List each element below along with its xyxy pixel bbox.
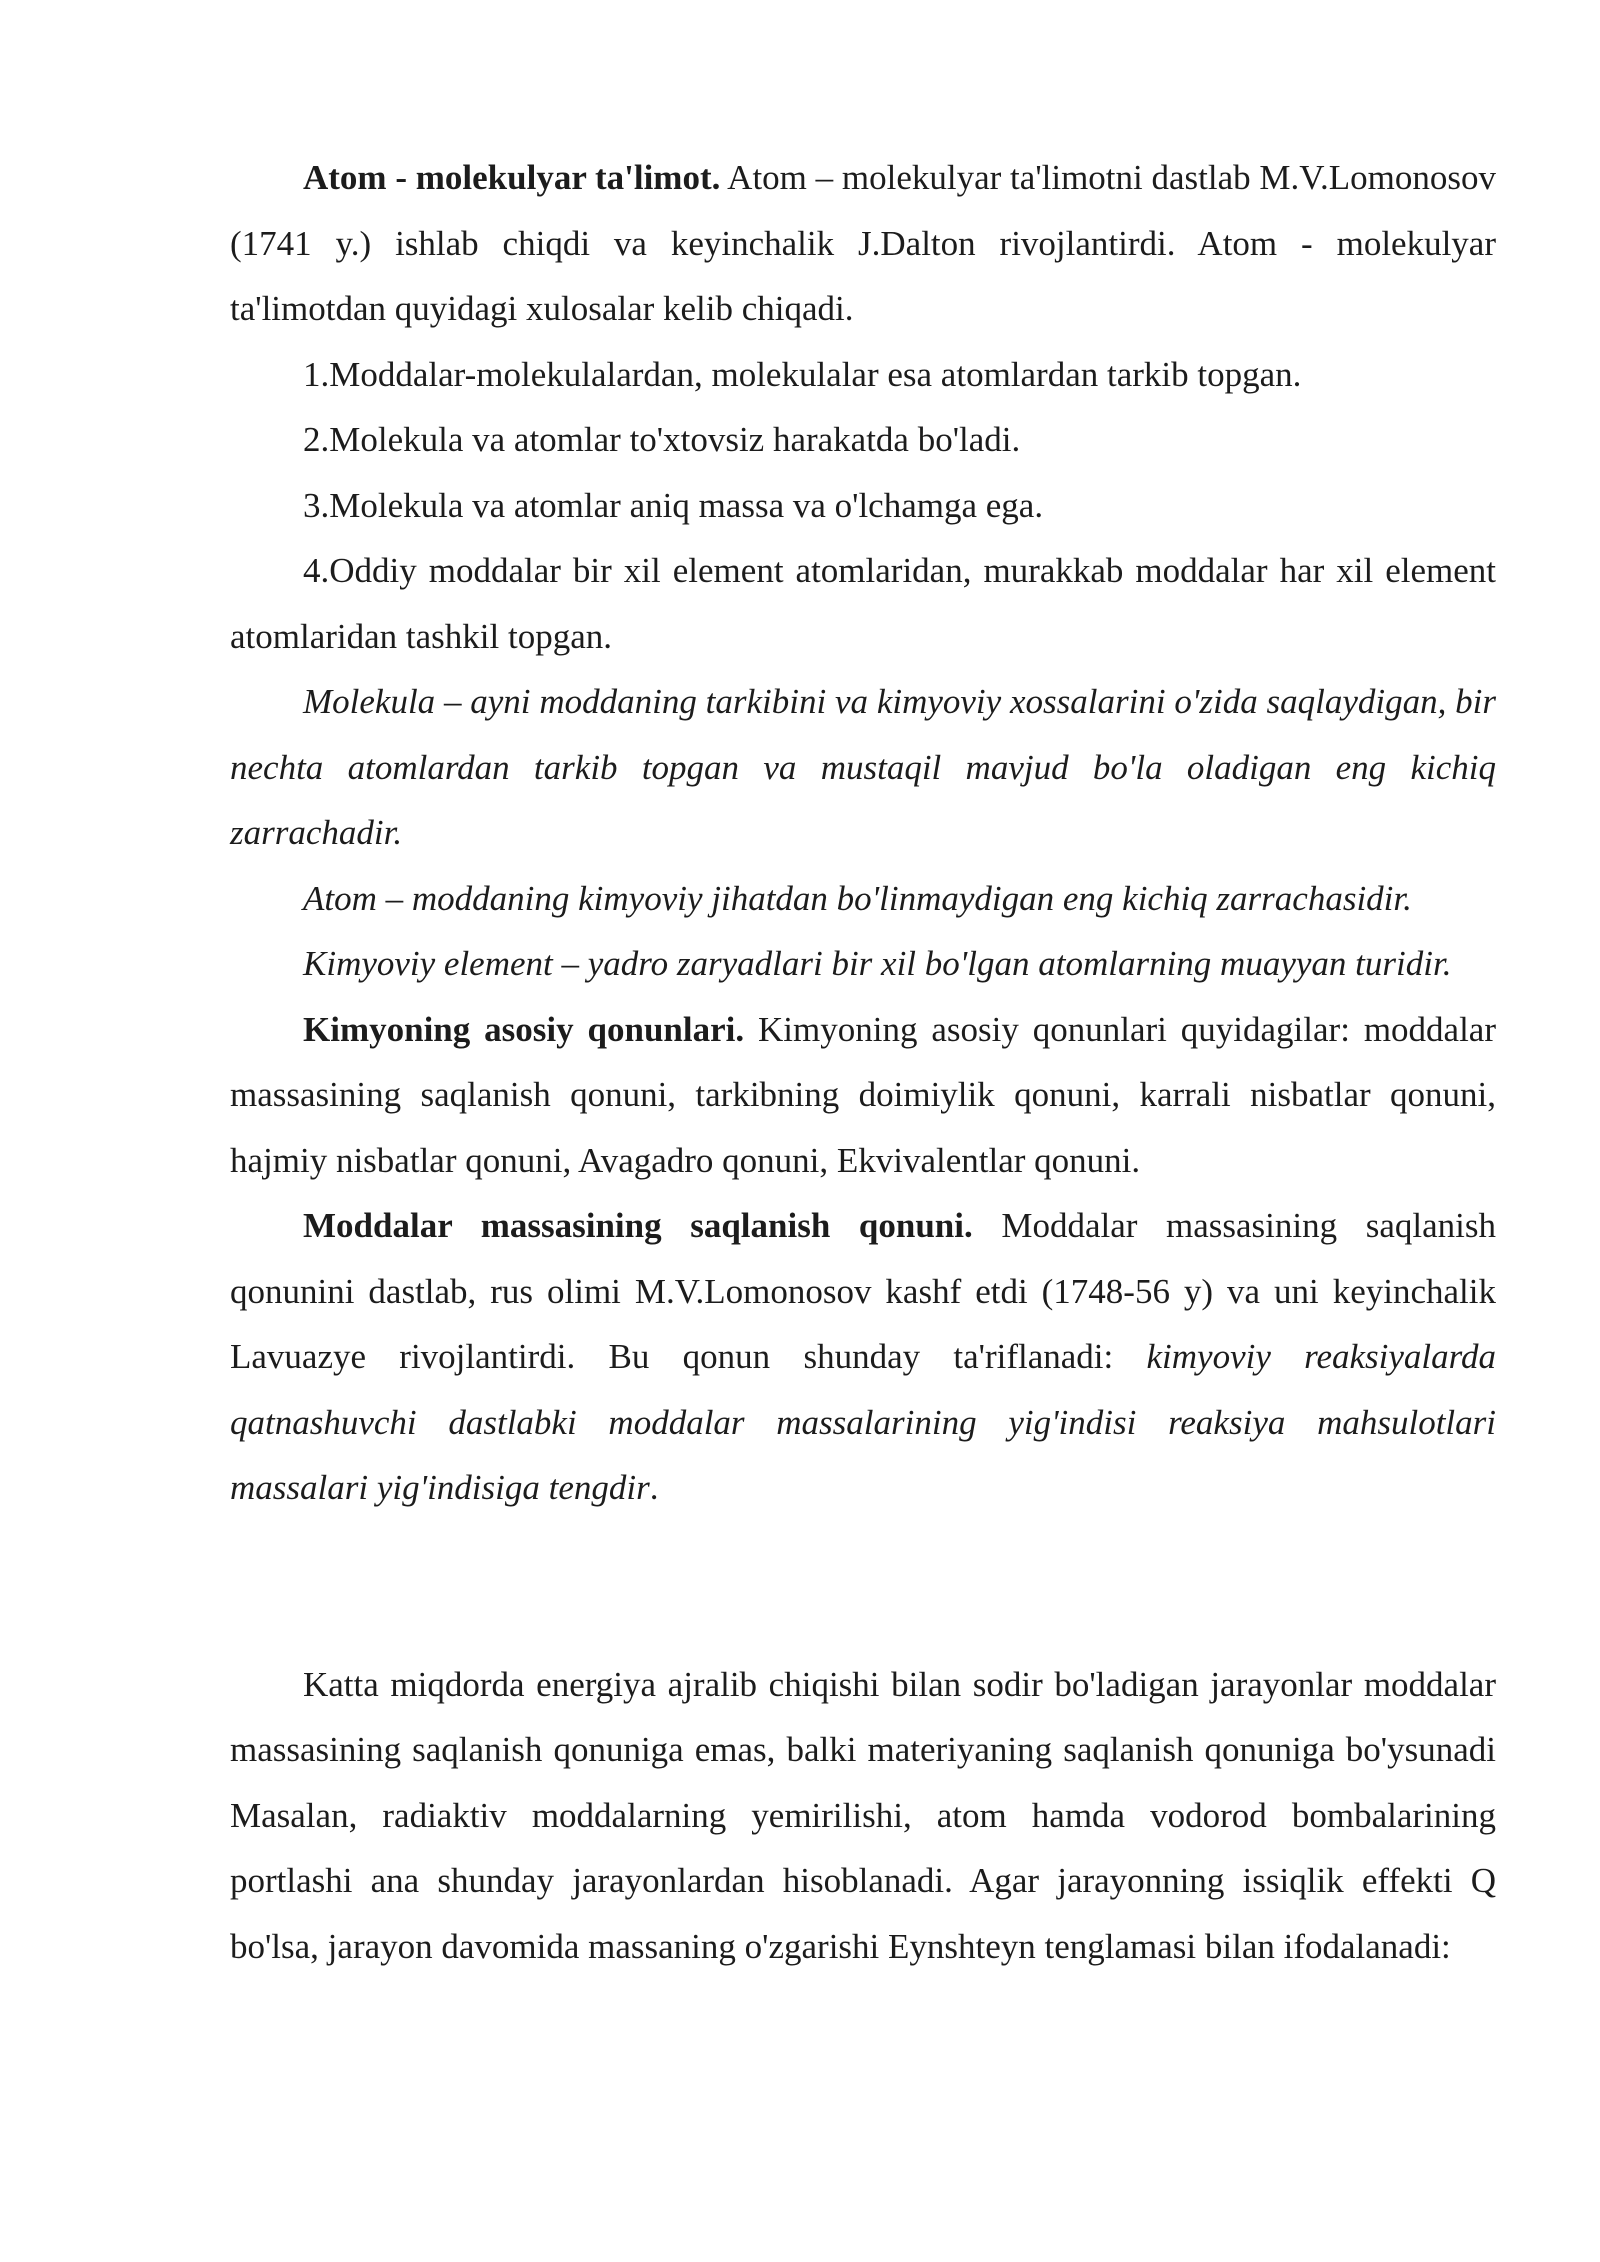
paragraph-text: Atom – molekulyar ta'limotni dastlab M.V.Lomonosov (1741 y.) ishlab chiqdi va keyinchalik J.Dalton rivojlantirdi. Atom - molekulyar ta'limotdan quyidagi xulosalar kelib chiqadi. [230, 158, 1496, 328]
heading-mass-conservation: Moddalar massasining saqlanish qonuni. [303, 1206, 973, 1245]
list-item-1: 1.Moddalar-molekulalardan, molekulalar esa atomlardan tarkib topgan. [303, 354, 1302, 394]
paragraph-basic-laws [230, 997, 1496, 1194]
paragraph-text: Moddalar massasining saqlanish qonunini dastlab, rus olimi M.V.Lomonosov kashf etdi (1748-56 y) va uni keyinchalik Lavuazye rivojlantirdi. Bu qonun shunday ta'riflanadi: [230, 1206, 1496, 1376]
paragraph-mass-conservation [230, 1193, 1496, 1521]
document-page [230, 145, 1496, 1979]
sentence-end: . [649, 1468, 659, 1507]
paragraph-energy-processes: Katta miqdorda energiya ajralib chiqishi bilan sodir bo'ladigan jarayonlar moddalar massasining saqlanish qonuniga emas, balki materiyaning saqlanish qonuniga bo'ysunadi Masalan, radiaktiv moddalarning yemirilishi, atom hamda vodorod bombalarining portlashi ana shunday jarayonlardan hisoblanadi. Agar jarayonning issiqlik effekti Q bo'lsa, jarayon davomida massaning o'zgarishi Eynshteyn tenglamasi bilan ifodalanadi: [230, 1664, 1496, 1966]
paragraph-atom-molecular-theory [230, 145, 1496, 342]
list-item-3: 3.Molekula va atomlar aniq massa va o'lchamga ega. [303, 485, 1044, 525]
paragraph-gap [230, 1521, 1496, 1652]
definition-atom: Atom – moddaning kimyoviy jihatdan bo'linmaydigan eng kichiq zarrachasidir. [303, 878, 1412, 918]
definition-molecule: Molekula – ayni moddaning tarkibini va kimyoviy xossalarini o'zida saqlaydigan, bir nechta atomlardan tarkib topgan va mustaqil mavjud bo'la oladigan eng kichiq zarrachadir. [230, 682, 1496, 852]
heading-basic-laws: Kimyoning asosiy qonunlari. [303, 1009, 745, 1049]
law-statement: kimyoviy reaksiyalarda qatnashuvchi dastlabki moddalar massalarining yig'indisi reaksiya mahsulotlari massalari yig'indisiga tengdir [230, 1337, 1496, 1507]
list-item-2: 2.Molekula va atomlar to'xtovsiz harakatda bo'ladi. [303, 420, 1021, 459]
definition-chemical-element: Kimyoviy element – yadro zaryadlari bir xil bo'lgan atomlarning muayyan turidir. [303, 944, 1452, 983]
list-item-4: 4.Oddiy moddalar bir xil element atomlaridan, murakkab moddalar har xil element atomlaridan tashkil topgan. [230, 551, 1496, 656]
heading-atom-molecular-theory: Atom - molekulyar ta'limot. [303, 158, 721, 197]
paragraph-text: Kimyoning asosiy qonunlari quyidagilar: moddalar massasining saqlanish qonuni, tarkibning doimiylik qonuni, karrali nisbatlar qonuni, hajmiy nisbatlar qonuni, Avagadro qonuni, Ekvivalentlar qonuni. [230, 1009, 1496, 1180]
